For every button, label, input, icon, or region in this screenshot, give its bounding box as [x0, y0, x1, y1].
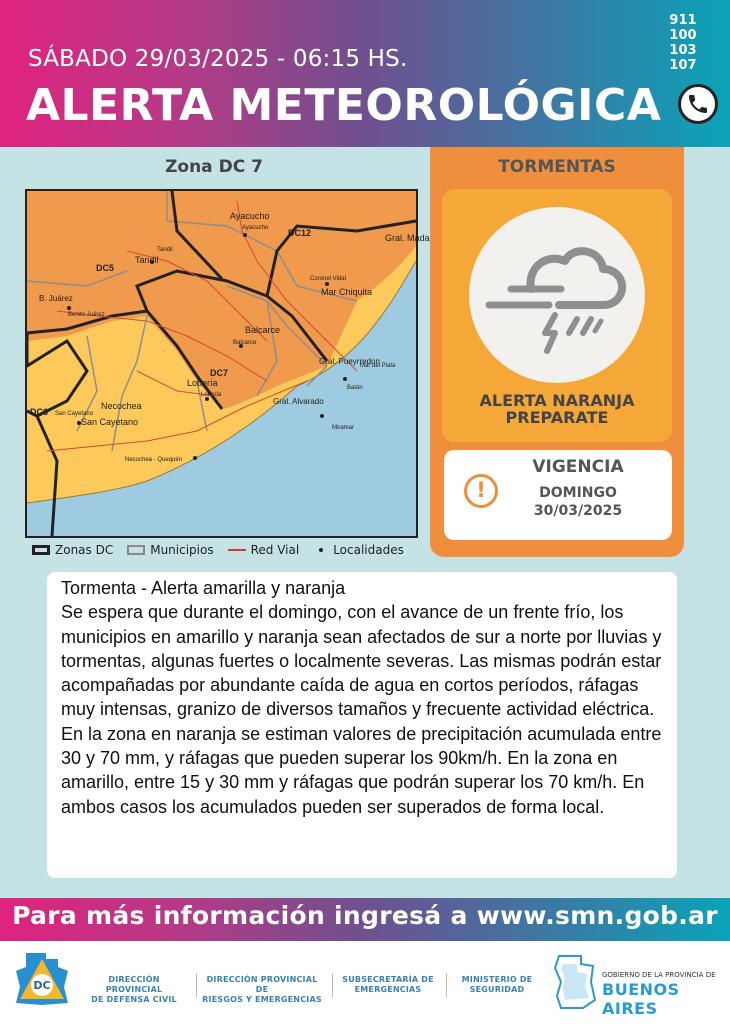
legend-swatch-municipio — [127, 545, 145, 555]
legend-swatch-locality — [319, 548, 323, 552]
legend-swatch-dc — [32, 545, 50, 555]
phone-number: 911 — [669, 13, 697, 28]
alert-panel — [430, 147, 684, 557]
vigencia-date — [484, 484, 672, 520]
zone-label: DC5 — [96, 263, 115, 273]
logo-text: DC — [33, 979, 51, 992]
defensa-civil-logo — [12, 949, 72, 1009]
org-line: RIESGOS Y EMERGENCIAS — [202, 995, 322, 1004]
map-label: Tandil — [135, 255, 159, 265]
emergency-phones — [656, 13, 710, 73]
phone-number: 100 — [669, 28, 697, 43]
alert-date: SÁBADO 29/03/2025 - 06:15 HS. — [28, 46, 408, 72]
header-banner — [0, 0, 730, 147]
map-label: Miramar — [332, 425, 354, 431]
gov-name: BUENOS AIRES — [602, 980, 680, 1018]
alert-type: TORMENTAS — [498, 157, 616, 177]
map-label: Ayacucho — [230, 211, 270, 221]
map-label: Lobería — [187, 378, 218, 388]
description-heading: Tormenta - Alerta amarilla y naranja — [61, 578, 346, 598]
phone-number: 103 — [669, 43, 697, 58]
info-link[interactable]: Para más información ingresá a www.smn.gob.ar — [12, 901, 718, 930]
org-line: MINISTERIO DE — [461, 975, 533, 984]
map-label: Necochea - Quequén — [125, 457, 183, 463]
org-line: DIRECCIÓN PROVINCIAL DE — [206, 975, 318, 994]
map-label: Gral. Pueyrredon — [319, 357, 380, 366]
institution-logos — [0, 941, 730, 1031]
alert-description — [47, 572, 677, 878]
legend-label: Zonas DC — [55, 543, 114, 557]
org-name — [200, 975, 324, 1005]
zone-map — [25, 189, 430, 538]
divider — [332, 973, 333, 997]
legend-label: Municipios — [150, 543, 214, 557]
org-line: EMERGENCIAS — [354, 985, 422, 994]
alert-level — [442, 392, 672, 426]
description-body: Se espera que durante el domingo, con el avance de un frente frío, los municipios en amarillo y naranja sean afectados de sur a norte por lluvias y tormentas, algunas fuertes o localmente severas. Las mismas podrán estar acompañadas por abundante caída de agua en cortos períodos, ráfagas muy intensas, granizo de diversos tamaños y frecuente actividad eléctrica. En la zona en naranja se estiman valores de precipitación acumulada entre 30 y 70 mm, y ráfagas que pueden superar los 90km/h. En la zona en amarillo, entre 15 y 30 mm y ráfagas que podrán superar los 70 km/h. En ambos casos los acumulados pueden ser superados de forma local. — [61, 602, 662, 817]
map-label: Tandil — [157, 247, 173, 253]
map-label: Ayacucho — [242, 225, 269, 231]
org-name — [338, 975, 438, 995]
org-line: DE DEFENSA CIVIL — [91, 995, 177, 1004]
org-line: SUBSECRETARÍA DE — [342, 975, 434, 984]
zone-label: DC7 — [210, 368, 229, 378]
map-label: Balcarce — [245, 325, 281, 335]
map-label: Batán — [347, 385, 363, 391]
map-label: San Cayetano — [55, 411, 94, 417]
alert-level-action: PREPARATE — [505, 408, 609, 427]
storm-cloud-icon — [469, 207, 645, 383]
page-title: ALERTA METEOROLÓGICA — [26, 80, 662, 131]
map-label: Lobería — [201, 392, 222, 398]
org-line: DIRECCIÓN PROVINCIAL — [105, 975, 163, 994]
zone-label: DC12 — [288, 228, 312, 238]
map-legend — [32, 543, 422, 557]
org-name — [80, 975, 188, 1005]
map-label: Necochea — [101, 401, 142, 411]
buenos-aires-logo — [553, 952, 597, 1012]
divider — [446, 973, 447, 997]
vigencia-box — [444, 450, 672, 540]
vigencia-title: VIGENCIA — [532, 457, 624, 477]
zone-label: DC6 — [30, 407, 49, 417]
legend-label: Red Vial — [250, 543, 300, 557]
phone-number: 107 — [669, 58, 697, 73]
org-name — [450, 975, 544, 995]
map-label: Benito Juárez — [68, 312, 105, 318]
alert-level-name: ALERTA NARANJA — [479, 391, 635, 410]
map-label: Gral. Alvarado — [273, 397, 324, 406]
map-label: San Cayetano — [81, 417, 139, 427]
vigencia-full-date: 30/03/2025 — [533, 503, 623, 519]
legend-swatch-road — [228, 549, 246, 551]
map-label: Coronel Vidal — [310, 276, 346, 282]
phone-icon — [678, 84, 718, 124]
map-title: Zona DC 7 — [165, 157, 263, 177]
map-label: Mar Chiquita — [321, 287, 373, 297]
legend-label: Localidades — [333, 543, 404, 557]
map-label: B. Juárez — [39, 294, 73, 303]
vigencia-day: DOMINGO — [539, 485, 617, 501]
gov-label: GOBIERNO DE LA PROVINCIA DE — [602, 971, 716, 979]
divider — [196, 973, 197, 997]
exclamation-icon: ! — [464, 474, 498, 508]
info-banner — [0, 898, 730, 941]
org-line: SEGURIDAD — [469, 985, 525, 994]
zone-map-svg — [27, 191, 430, 536]
map-panel — [0, 147, 428, 565]
map-label: Balcarce — [233, 340, 257, 346]
map-label: Gral. Mada — [385, 233, 430, 243]
map-label: Mar del Plata — [360, 363, 396, 369]
alert-level-card — [442, 189, 672, 442]
